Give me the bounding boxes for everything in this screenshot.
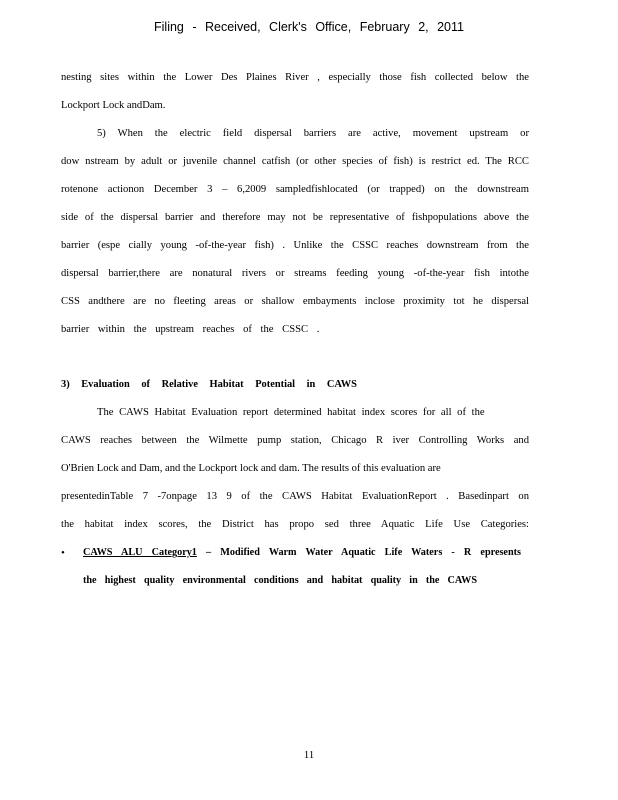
bullet-line-1 <box>83 546 521 560</box>
paragraph-line: CAWS reaches between the Wilmette pump station, Chicago R iver Controlling Works and <box>61 435 529 446</box>
paragraph-line: O'Brien Lock and Dam, and the Lockport lock and dam. The results of this evaluation are <box>61 463 441 474</box>
paragraph-line: side of the dispersal barrier and therefore may not be representative of fishpopulations above the <box>61 212 529 223</box>
paragraph-line: nesting sites within the Lower Des Plaines River , especially those fish collected below the <box>61 72 529 83</box>
paragraph-line: barrier (espe cially young -of-the-year fish) . Unlike the CSSC reaches downstream from the <box>61 240 529 251</box>
paragraph-line: dow nstream by adult or juvenile channel catfish (or other species of fish) is restrict ed. The RCC <box>61 156 529 167</box>
bullet-icon: • <box>61 547 65 559</box>
paragraph-line: dispersal barrier,there are nonatural rivers or streams feeding young -of-the-year fish intothe <box>61 268 529 279</box>
page-number: 11 <box>303 749 315 761</box>
bullet-line-2: the highest quality environmental conditions and habitat quality in the CAWS <box>83 575 477 586</box>
paragraph-line: CSS andthere are no fleeting areas or shallow embayments inclose proximity tot he dispersal <box>61 296 529 307</box>
paragraph-line: The CAWS Habitat Evaluation report determined habitat index scores for all of the <box>97 407 485 418</box>
paragraph-line: the habitat index scores, the District has propo sed three Aquatic Life Use Categories: <box>61 519 529 530</box>
paragraph-line: Lockport Lock andDam. <box>61 100 166 111</box>
paragraph-line: barrier within the upstream reaches of the CSSC . <box>61 324 320 335</box>
section-heading: 3) Evaluation of Relative Habitat Potential in CAWS <box>61 379 357 390</box>
bullet-text: – Modified Warm Water Aquatic Life Waters - R epresents <box>196 547 521 558</box>
filing-header: Filing - Received, Clerk's Office, February 2, 2011 <box>154 20 464 34</box>
paragraph-line: rotenone actionon December 3 – 6,2009 sampledfishlocated (or trapped) on the downstream <box>61 184 529 195</box>
paragraph-line: 5) When the electric field dispersal barriers are active, movement upstream or <box>97 128 529 139</box>
paragraph-line: presentedinTable 7 -7onpage 13 9 of the CAWS Habitat EvaluationReport . Basedinpart on <box>61 491 529 502</box>
alu-category-label: CAWS ALU Category1 <box>83 547 197 558</box>
